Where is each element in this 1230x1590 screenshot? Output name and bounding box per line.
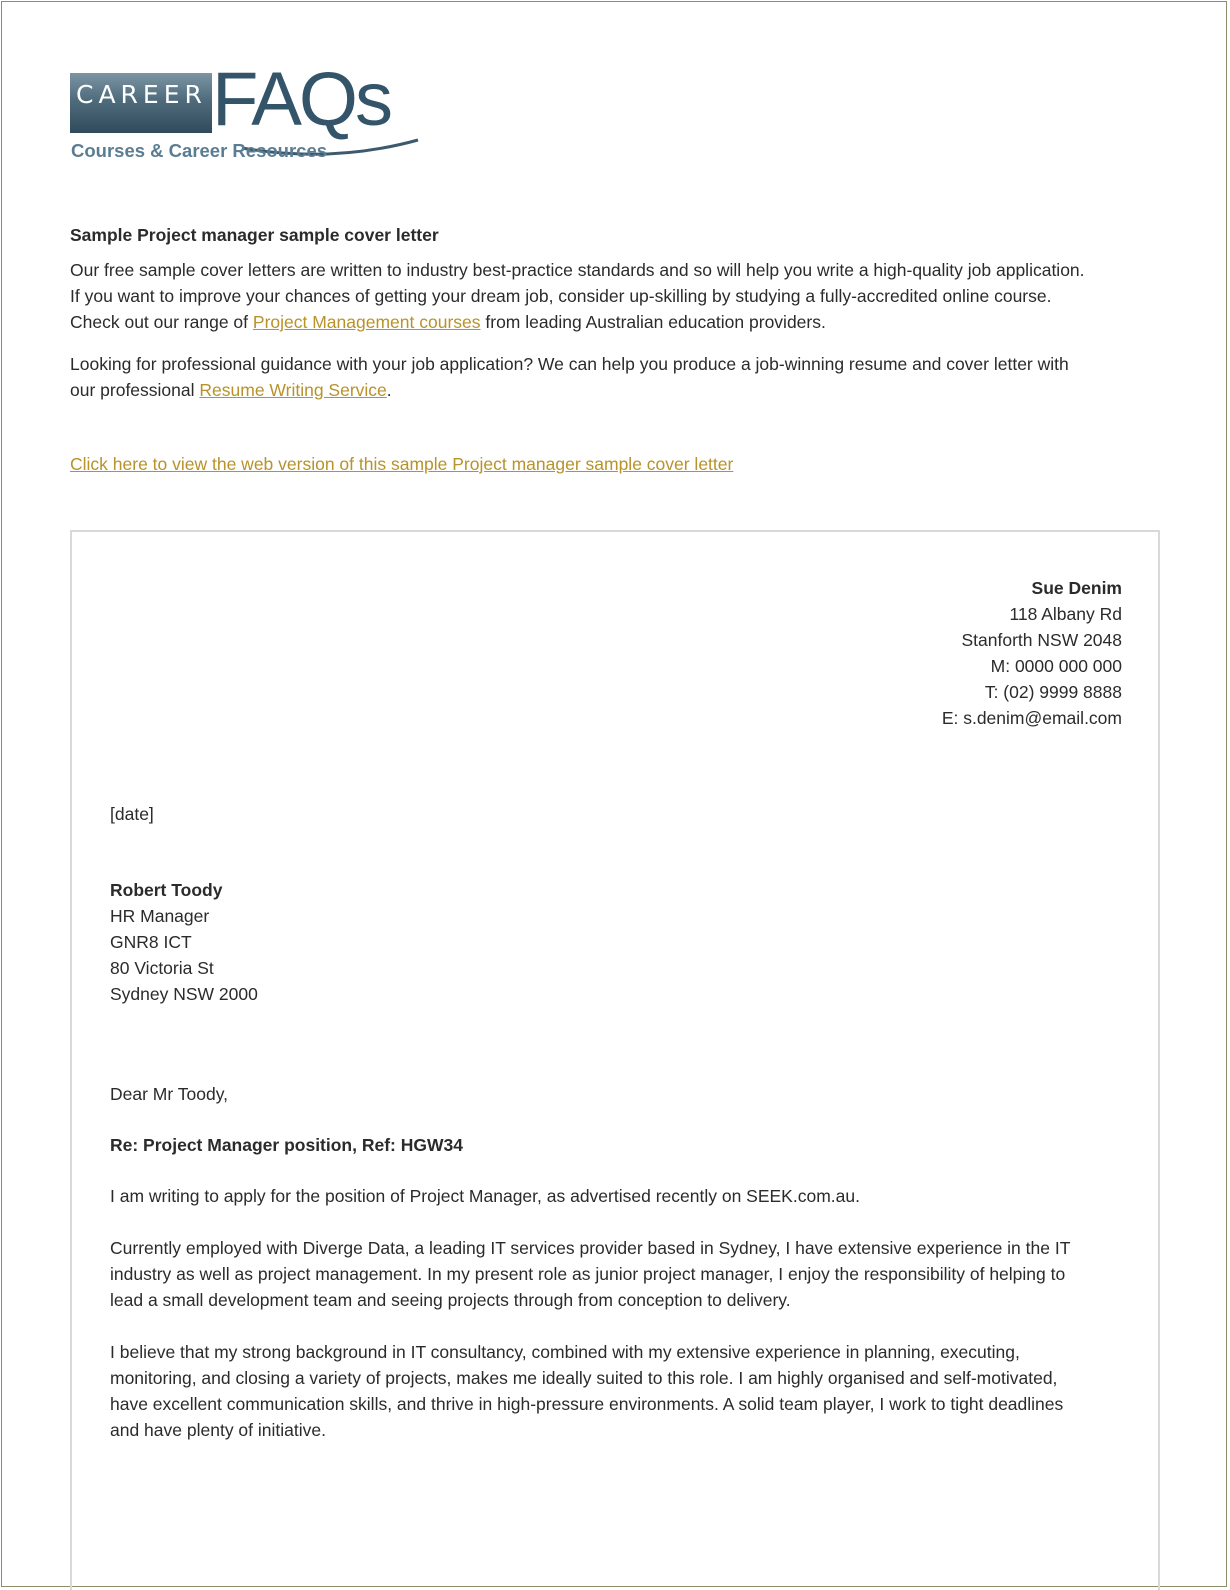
para2-line3: lead a small development team and seeing projects through from conception to delivery. [110,1290,791,1310]
body-paragraph-3 [110,1339,1110,1443]
intro-p2-line1: Looking for professional guidance with your job application? We can help you produce a job-winning resume and cover letter with [70,354,1069,374]
logo-career-text: CAREER [76,80,207,109]
intro-section [70,222,1180,419]
resume-writing-service-link[interactable]: Resume Writing Service [199,380,387,400]
intro-p1-line3-post: from leading Australian education providers. [480,312,826,332]
page-title: Sample Project manager sample cover letter [70,225,439,245]
intro-p1-line3-pre: Check out our range of [70,312,253,332]
recipient-company: GNR8 ICT [110,932,192,952]
para3-line3: have excellent communication skills, and thrive in high-pressure environments. A solid team player, I work to tight deadlines [110,1394,1064,1414]
sender-mobile: M: 0000 000 000 [990,656,1122,676]
subject-line: Re: Project Manager position, Ref: HGW34 [110,1135,463,1155]
careerfaqs-logo [70,57,430,170]
sender-street: 118 Albany Rd [1009,604,1122,624]
intro-p2-line2-pre: our professional [70,380,200,400]
sender-name: Sue Denim [1031,578,1122,598]
intro-p2-line2-post: . [386,380,392,400]
web-version-link[interactable]: Click here to view the web version of this sample Project manager sample cover letter [70,454,734,474]
para3-line2: monitoring, and closing a variety of projects, makes me ideally suited to this role. I am highly organised and self-motivated, [110,1368,1058,1388]
intro-p1-line1: Our free sample cover letters are written to industry best-practice standards and so will help you write a high-quality job application. [70,260,1085,280]
intro-paragraph-1 [70,257,1180,335]
recipient-title: HR Manager [110,906,210,926]
body-paragraph-1: I am writing to apply for the position of Project Manager, as advertised recently on SEEK.com.au. [110,1186,860,1206]
body-paragraph-2 [110,1235,1110,1313]
project-management-courses-link[interactable]: Project Management courses [252,312,481,332]
logo-faqs-text: FAQs [212,57,391,142]
sender-email: E: s.denim@email.com [941,708,1122,728]
letter-date: [date] [110,804,154,824]
cover-letter-box [70,530,1160,1590]
salutation: Dear Mr Toody, [110,1084,229,1104]
sender-phone: T: (02) 9999 8888 [984,682,1122,702]
sender-suburb: Stanforth NSW 2048 [961,630,1122,650]
sender-address-block [942,575,1122,731]
recipient-address-block [110,877,258,1007]
intro-p1-line2: If you want to improve your chances of getting your dream job, consider up-skilling by studying a fully-accredited online course. [70,286,1052,306]
recipient-name: Robert Toody [110,880,223,900]
recipient-street: 80 Victoria St [110,958,214,978]
recipient-suburb: Sydney NSW 2000 [110,984,258,1004]
para3-line1: I believe that my strong background in IT consultancy, combined with my extensive experience in planning, executing, [110,1342,1020,1362]
para3-line4: and have plenty of initiative. [110,1420,326,1440]
para2-line1: Currently employed with Diverge Data, a leading IT services provider based in Sydney, I have extensive experience in the IT [110,1238,1071,1258]
logo-tagline: Courses & Career Resources [71,140,328,161]
logo-career-box [70,73,212,133]
intro-paragraph-2 [70,351,1180,403]
letter-body [110,1081,1110,1469]
para2-line2: industry as well as project management. In my present role as junior project manager, I enjoy the responsibility of helping to [110,1264,1066,1284]
